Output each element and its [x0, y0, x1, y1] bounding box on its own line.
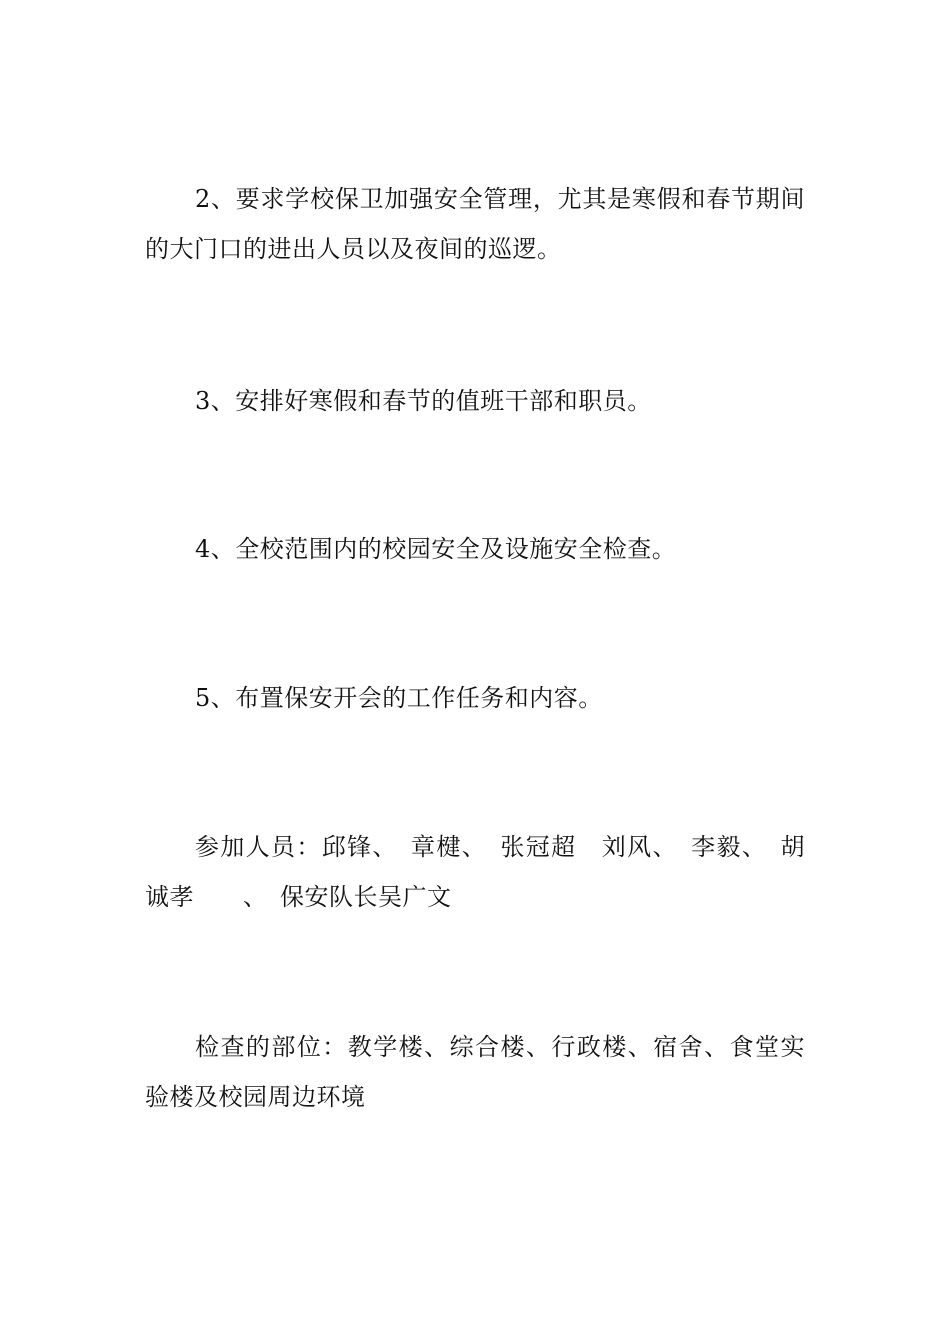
- paragraph-security-management: 2、要求学校保卫加强安全管理，尤其是寒假和春节期间的大门口的进出人员以及夜间的巡逻。: [145, 185, 805, 263]
- paragraph-inspection-locations: 检查的部位：教学楼、综合楼、行政楼、宿舍、食堂实验楼及校园周边环境: [145, 1033, 805, 1111]
- paragraph-safety-inspection: 4、全校范围内的校园安全及设施安全检查。: [195, 535, 677, 563]
- paragraph-duty-arrangement: 3、安排好寒假和春节的值班干部和职员。: [195, 387, 652, 415]
- paragraph-security-meeting: 5、布置保安开会的工作任务和内容。: [195, 684, 603, 712]
- paragraph-participants: 参加人员：邱锋、 章楗、 张冠超 刘风、 李毅、 胡诚孝 、 保安队长吴广文: [145, 833, 805, 911]
